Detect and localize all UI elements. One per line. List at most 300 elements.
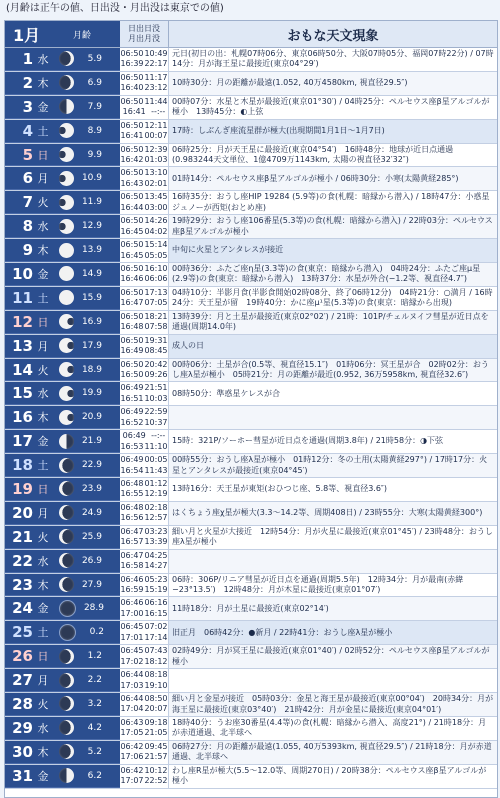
sunrise: 06:50 <box>120 168 144 178</box>
moonrise: 07:02 <box>144 622 168 632</box>
event-text: 02時49分：月が冥王星に最接近(東京01°40′) / 02時52分：ペルセウス座β星アルゴルが極小 <box>169 645 497 668</box>
rise-set-times <box>120 96 169 119</box>
moon-phase-icon <box>59 195 74 210</box>
weekday: 日 <box>37 315 49 329</box>
sunrise: 06:48 <box>120 478 144 488</box>
sunset: 16:56 <box>120 513 144 523</box>
rise-set-times <box>120 167 169 190</box>
rise-set-times <box>120 430 169 453</box>
moonrise: 05:23 <box>144 574 168 584</box>
event-text: 13時16分：天王星が東矩(おひつじ座、5.8等、視直径3.6″) <box>172 484 388 494</box>
moonset: 11:10 <box>144 441 168 451</box>
sunrise: 06:50 <box>120 240 144 250</box>
event-text: 00時07分：水星と木星が最接近(東京01°30′) / 04時25分：ペルセウス座β星アルゴルが極小 13時45分：◐上弦 <box>172 96 490 117</box>
event-text: 06時：306P/リニア彗星が近日点を通過(周期5.5年) 12時34分：月が最南(赤緯−23°13.5′) 12時48分：月が木星に最接近(東京01°07′) <box>172 574 464 595</box>
day-number: 24 <box>12 599 33 618</box>
event-text: 00時55分：おうし座λ星が極小 01時12分：冬の土用(太陽黄経297°) / 17時17分：火星とアンタレスが最接近(東京04°45′) <box>169 454 497 477</box>
event-text: 細い月と金星が接近 05時03分：金星と海王星が最接近(東京00°04′) 20時34分：月が海王星に最接近(東京03°40′) 21時42分：月が金星に最接近(東京04°01′) <box>169 693 497 716</box>
sunset: 17:04 <box>120 704 144 714</box>
sunrise: 06:50 <box>120 144 144 154</box>
sunset: 16:42 <box>120 155 144 164</box>
sunset: 16:48 <box>120 322 144 332</box>
sunset: 16:46 <box>120 274 144 284</box>
moon-phase-icon <box>59 410 74 425</box>
moon-phase-icon <box>59 529 74 544</box>
day-cell <box>5 765 120 788</box>
moonset: 06:06 <box>144 274 168 284</box>
day-number: 8 <box>22 217 33 236</box>
moonset: 12:19 <box>144 489 168 499</box>
day-row <box>5 430 497 454</box>
event-text: 元日(初日の出：札幌07時06分、東京06時50分、大阪07時05分、福岡07時22分) / 07時14分：月が海王星に最接近(東京04°29′) <box>172 48 494 69</box>
event-text: 17時：しぶんぎ座流星群が極大(出現期間1月1日〜1月7日) <box>169 120 497 143</box>
moonset: 23:12 <box>144 83 168 93</box>
sunset: 16:51 <box>120 393 144 403</box>
moon-phase-icon <box>59 481 74 496</box>
sunrise: 06:50 <box>120 120 144 130</box>
day-row <box>5 263 497 287</box>
moon-age: 10.9 <box>81 173 102 184</box>
moonset: 21:05 <box>144 728 168 738</box>
event-text: 15時：321P/ソーホー彗星が近日点を通過(周期3.8年) / 21時58分：◑下弦 <box>172 436 444 446</box>
moon-phase-icon <box>59 649 74 664</box>
weekday: 月 <box>37 674 49 688</box>
moonset: 01:03 <box>144 155 168 164</box>
day-cell <box>5 741 120 764</box>
moon-phase-icon <box>59 147 74 162</box>
rise-set-times <box>120 597 169 620</box>
day-cell <box>5 669 120 692</box>
sunset: 16:58 <box>120 561 144 571</box>
day-row <box>5 502 497 526</box>
weekday: 日 <box>37 650 49 664</box>
moon-phase-icon <box>59 362 74 377</box>
moon-age: 25.9 <box>81 531 102 542</box>
moonrise: 04:25 <box>144 550 168 560</box>
moon-phase-icon <box>59 314 74 329</box>
sunset: 17:07 <box>120 776 144 786</box>
event-text: 細い月と火星が大接近 12時54分：月が火星に最接近(東京01°45′) / 23時48分：おうし座λ星が極小 <box>172 526 493 547</box>
rise-set-times <box>120 263 169 286</box>
moonrise: 21:51 <box>144 383 168 393</box>
day-number: 20 <box>12 503 33 522</box>
event-text: 10時30分：月の距離が最遠(1.052, 40万4580km, 視直径29.5″) <box>169 72 497 95</box>
moon-age: 22.9 <box>81 460 102 471</box>
event-text: 04時10分：半影月食(半影食開始02時08分、終了06時12分) 04時21分：○満月 / 16時24分：天王星が留 19時40分：かに座μ¹星(5.3等)の食(東京：暗縁から出現) <box>172 287 493 308</box>
day-cell <box>5 48 120 71</box>
day-row <box>5 335 497 359</box>
moonrise: 02:18 <box>144 502 168 512</box>
event-text: わし座R星が極大(5.5〜12.0等、周期270日) / 20時38分：ペルセウス座β星アルゴルが極小 <box>172 765 487 786</box>
day-number: 3 <box>22 97 33 116</box>
rise-set-times <box>120 478 169 501</box>
day-row <box>5 741 497 765</box>
day-row <box>5 167 497 191</box>
day-cell <box>5 621 120 644</box>
sunrise: 06:50 <box>120 359 144 369</box>
day-cell <box>5 693 120 716</box>
rise-set-times <box>120 765 169 788</box>
sunset: 16:43 <box>120 178 144 188</box>
rise-set-times <box>120 406 169 429</box>
weekday: 月 <box>37 506 49 520</box>
moonrise: 00:05 <box>144 455 168 465</box>
event-text: 00時36分：ふたご座η星(3.3等)の食(東京：暗縁から潜入) 04時24分：ふたご座μ星(2.9等)の食(東京：暗縁から潜入) 13時37分：水星が外合(−1.2等、視直径4.7″) <box>169 263 497 286</box>
rise-set-times <box>120 669 169 692</box>
moonset: 10:03 <box>144 393 168 403</box>
weekday: 水 <box>37 721 49 735</box>
moonrise: 08:50 <box>144 693 168 703</box>
moonset: 20:07 <box>144 704 168 714</box>
moon-phase-icon <box>59 768 74 783</box>
day-cell <box>5 550 120 573</box>
sunset: 17:03 <box>120 680 144 690</box>
moon-phase-icon <box>59 505 74 520</box>
moonset: 04:02 <box>144 226 168 236</box>
moon-age: 26.9 <box>81 555 102 566</box>
moonset: 07:58 <box>144 322 168 332</box>
rise-set-times <box>120 502 169 525</box>
rise-set-times <box>120 741 169 764</box>
day-number: 13 <box>12 336 33 355</box>
event-text: 06時27分：月の距離が最遠(1.055, 40万5393km, 視直径29.5″) / 21時18分：月が赤道通過、北半球へ <box>169 741 497 764</box>
day-rows <box>5 48 497 789</box>
moon-phase-icon <box>59 600 76 617</box>
day-cell <box>5 526 120 549</box>
moon-phase-icon <box>59 744 74 759</box>
moonrise: 18:21 <box>144 311 168 321</box>
moon-age: 24.9 <box>81 507 102 518</box>
weekday: 水 <box>37 554 49 568</box>
rise-set-times <box>120 645 169 668</box>
day-row <box>5 48 497 72</box>
moonset: 05:05 <box>144 250 168 260</box>
rise-set-times <box>120 72 169 95</box>
sunrise: 06:42 <box>120 765 144 775</box>
rise-set-times <box>120 454 169 477</box>
day-row <box>5 621 497 645</box>
weekday: 木 <box>37 411 49 425</box>
moonrise: 15:14 <box>144 240 168 250</box>
sunrise: 06:44 <box>120 670 144 680</box>
moon-phase-icon <box>59 290 74 305</box>
weekday: 水 <box>37 387 49 401</box>
day-cell <box>5 597 120 620</box>
weekday: 土 <box>37 291 49 305</box>
day-number: 9 <box>22 241 33 260</box>
event-text <box>169 669 497 692</box>
moon-age: 27.9 <box>81 579 102 590</box>
sunset: 17:06 <box>120 752 144 762</box>
weekday: 金 <box>37 267 49 281</box>
moonrise: 14:26 <box>144 216 168 226</box>
moon-age: 23.9 <box>81 483 102 494</box>
moon-age: 7.9 <box>87 101 102 112</box>
rise-set-times <box>120 574 169 597</box>
moonset: 17:14 <box>144 632 168 642</box>
event-text: 16時35分：おうし座HIP 19284 (5.9等)の食(札幌：暗縁から潜入) / 18時47分：小惑星ジュノーが西矩(おとめ座) <box>172 192 490 212</box>
day-row <box>5 645 497 669</box>
moon-phase-icon <box>59 123 74 138</box>
weekday: 土 <box>37 459 49 473</box>
day-row <box>5 765 497 789</box>
event-text: 18時40分：うお座30番星(4.4等)の食(札幌：暗縁から潜入、高度21°) / 21時18分：月が赤道通過、北半球へ <box>172 717 487 738</box>
moonrise: 16:10 <box>144 263 168 273</box>
sunrise: 06:50 <box>120 192 144 202</box>
moonrise: 09:18 <box>144 717 168 727</box>
event-text: はくちょう座χ星が極大(3.3〜14.2等、周期408日) / 23時55分：大寒(太陽黄経300°) <box>169 502 497 525</box>
moonrise: 19:31 <box>144 335 168 345</box>
weekday: 土 <box>37 626 49 640</box>
day-number: 22 <box>12 551 33 570</box>
moonrise: 10:49 <box>144 48 168 58</box>
moon-phase-icon <box>59 577 74 592</box>
weekday: 火 <box>37 196 49 210</box>
moonset: 13:39 <box>144 537 168 547</box>
weekday: 木 <box>37 76 49 90</box>
rise-set-times <box>120 335 169 358</box>
sunset: 16:40 <box>120 83 144 93</box>
moon-phase-icon <box>59 99 74 114</box>
moonrise: 11:17 <box>144 72 168 82</box>
sunset: 16:53 <box>120 441 144 451</box>
day-cell <box>5 287 120 310</box>
moon-phase-icon <box>59 553 74 568</box>
moonrise: 09:45 <box>144 741 168 751</box>
day-cell <box>5 311 120 334</box>
day-number: 17 <box>12 432 33 451</box>
day-number: 4 <box>22 121 33 140</box>
moonrise: 07:43 <box>144 646 168 656</box>
weekday: 金 <box>37 435 49 449</box>
event-text: 00時06分：土星が合(0.5等、視直径15.1″) 01時06分：冥王星が合 02時02分：おうし座λ星が極小 05時21分：月の距離が最近(0.952, 36万5958km, 視直径32.6″) <box>169 359 497 382</box>
moon-age: 12.9 <box>81 221 102 232</box>
day-number: 29 <box>12 718 33 737</box>
moon-age: 19.9 <box>81 388 102 399</box>
sunrise: 06:50 <box>120 311 144 321</box>
moonrise: 08:18 <box>144 670 168 680</box>
sunrise: 06:50 <box>120 335 144 345</box>
weekday: 火 <box>37 697 49 711</box>
weekday: 木 <box>37 578 49 592</box>
weekday: 金 <box>37 769 49 783</box>
moon-phase-icon <box>59 458 74 473</box>
event-text: 08時50分：準惑星ケレスが合 <box>172 388 280 398</box>
weekday: 木 <box>37 745 49 759</box>
sun-header: 日出日没 <box>128 24 160 33</box>
sunset: 16:50 <box>120 370 144 380</box>
day-number: 12 <box>12 312 33 331</box>
moonrise: 10:12 <box>144 765 168 775</box>
day-cell <box>5 239 120 262</box>
moon-phase-icon <box>59 338 74 353</box>
moonrise: 06:16 <box>144 598 168 608</box>
weekday: 月 <box>37 172 49 186</box>
moon-phase-icon <box>59 75 74 90</box>
day-row <box>5 144 497 168</box>
moon-age: 28.9 <box>83 603 104 614</box>
sunrise: 06:43 <box>120 717 144 727</box>
footnote: (月齢は正午の値、日出没・月出没は東京での値) <box>6 3 224 14</box>
sunset: 16:47 <box>120 298 144 308</box>
moonset: 00:07 <box>144 131 168 141</box>
rise-set-times <box>120 191 169 214</box>
weekday: 木 <box>37 244 49 258</box>
moon-header: 月出月没 <box>128 34 160 43</box>
moon-phase-icon <box>59 219 74 234</box>
rise-set-times <box>120 717 169 740</box>
moon-age: 13.9 <box>81 245 102 256</box>
moonset: 02:01 <box>144 178 168 188</box>
day-number: 27 <box>12 671 33 690</box>
sunset: 17:01 <box>120 632 144 642</box>
weekday: 火 <box>37 363 49 377</box>
rise-set-times <box>120 144 169 167</box>
event-text: 中旬に火星とアンタレスが接近 <box>169 239 497 262</box>
sunrise: 06:50 <box>120 72 144 82</box>
moonset: 22:52 <box>144 776 168 786</box>
day-cell <box>5 382 120 405</box>
moon-age: 18.9 <box>81 364 102 375</box>
day-cell <box>5 430 120 453</box>
moon-age: 3.2 <box>87 698 102 709</box>
moonset: 08:45 <box>144 346 168 356</box>
event-text: 11時18分：月が土星に最接近(東京02°14′) <box>169 597 497 620</box>
rise-set-header <box>120 21 169 47</box>
moon-age: 11.9 <box>81 197 102 208</box>
moonrise: 03:23 <box>144 526 168 536</box>
sunrise: 06:47 <box>120 550 144 560</box>
day-row <box>5 693 497 717</box>
sunrise: 06:45 <box>120 622 144 632</box>
sunrise: 06:50 <box>120 263 144 273</box>
day-row <box>5 120 497 144</box>
sunrise: 06:50 <box>120 216 144 226</box>
moonset: 15:19 <box>144 585 168 595</box>
sunrise: 06:47 <box>120 526 144 536</box>
day-number: 10 <box>12 264 33 283</box>
sunset: 16:44 <box>120 202 144 212</box>
day-cell <box>5 335 120 358</box>
day-row <box>5 669 497 693</box>
sunset: 16:41 <box>122 107 146 117</box>
moon-age: 8.9 <box>87 125 102 136</box>
day-row <box>5 478 497 502</box>
day-cell <box>5 144 120 167</box>
rise-set-times <box>120 215 169 238</box>
day-cell <box>5 502 120 525</box>
moon-phase-icon <box>59 624 76 641</box>
moon-age: 16.9 <box>81 316 102 327</box>
month-label: 1月 <box>13 25 41 45</box>
moon-phase-icon <box>59 434 74 449</box>
sunset: 16:55 <box>120 489 144 499</box>
day-cell <box>5 96 120 119</box>
sunrise: 06:50 <box>120 287 144 297</box>
day-row <box>5 574 497 598</box>
moonset: 11:43 <box>144 465 168 475</box>
event-text: 成人の日 <box>169 335 497 358</box>
calendar-table <box>4 20 498 798</box>
event-text <box>169 550 497 573</box>
moonrise: 13:10 <box>144 168 168 178</box>
sunrise: 06:48 <box>120 502 144 512</box>
moon-phase-icon <box>59 171 74 186</box>
day-row <box>5 359 497 383</box>
sunset: 17:00 <box>120 608 144 618</box>
day-number: 7 <box>22 193 33 212</box>
header-left <box>5 21 120 47</box>
rise-set-times <box>120 526 169 549</box>
age-header: 月齢 <box>73 30 92 41</box>
moon-age: 14.9 <box>81 268 102 279</box>
weekday: 土 <box>37 124 49 138</box>
day-row <box>5 191 497 215</box>
rise-set-times <box>120 621 169 644</box>
moon-age: 20.9 <box>81 412 102 423</box>
sunset: 16:45 <box>120 226 144 236</box>
weekday: 月 <box>37 339 49 353</box>
day-number: 14 <box>12 360 33 379</box>
moonset: 16:15 <box>144 608 168 618</box>
moon-phase-icon <box>59 386 74 401</box>
rise-set-times <box>120 287 169 310</box>
day-number: 25 <box>12 623 33 642</box>
moonset: 12:57 <box>144 513 168 523</box>
sunrise: 06:46 <box>120 598 144 608</box>
rise-set-times <box>120 550 169 573</box>
event-text: 旧正月 06時42分：●新月 / 22時41分：おうし座λ星が極小 <box>169 621 497 644</box>
day-number: 30 <box>12 742 33 761</box>
day-row <box>5 239 497 263</box>
moonset: 07:05 <box>144 298 168 308</box>
day-row <box>5 550 497 574</box>
day-number: 16 <box>12 408 33 427</box>
sunset: 17:05 <box>120 728 144 738</box>
day-cell <box>5 645 120 668</box>
weekday: 水 <box>37 52 49 66</box>
sunset: 16:59 <box>120 585 144 595</box>
day-row <box>5 526 497 550</box>
day-number: 2 <box>22 73 33 92</box>
moon-age: 15.9 <box>81 292 102 303</box>
sunset: 16:49 <box>120 346 144 356</box>
day-number: 18 <box>12 456 33 475</box>
moonrise: 11:44 <box>144 96 168 106</box>
day-row <box>5 287 497 311</box>
event-text: 13時39分：月と土星が最接近(東京02°02′) / 21時：101P/チェルヌイフ彗星が近日点を通過(周期14.0年) <box>169 311 497 334</box>
event-text: 01時14分：ペルセウス座β星アルゴルが極小 / 06時30分：小寒(太陽黄経285°) <box>169 167 497 190</box>
weekday: 金 <box>37 602 49 616</box>
table-header <box>5 21 497 48</box>
day-number: 26 <box>12 647 33 666</box>
moonset: 03:00 <box>144 202 168 212</box>
moonrise: 01:12 <box>144 478 168 488</box>
day-number: 1 <box>22 49 33 68</box>
day-cell <box>5 263 120 286</box>
moonrise: 13:45 <box>144 192 168 202</box>
day-cell <box>5 191 120 214</box>
day-row <box>5 454 497 478</box>
weekday: 水 <box>37 220 49 234</box>
moon-age: 6.2 <box>87 770 102 781</box>
day-cell <box>5 454 120 477</box>
moon-age: 2.2 <box>87 675 102 686</box>
day-number: 5 <box>22 145 33 164</box>
moonset: 10:37 <box>144 417 168 427</box>
sunset: 17:02 <box>120 656 144 666</box>
moon-phase-icon <box>59 696 74 711</box>
